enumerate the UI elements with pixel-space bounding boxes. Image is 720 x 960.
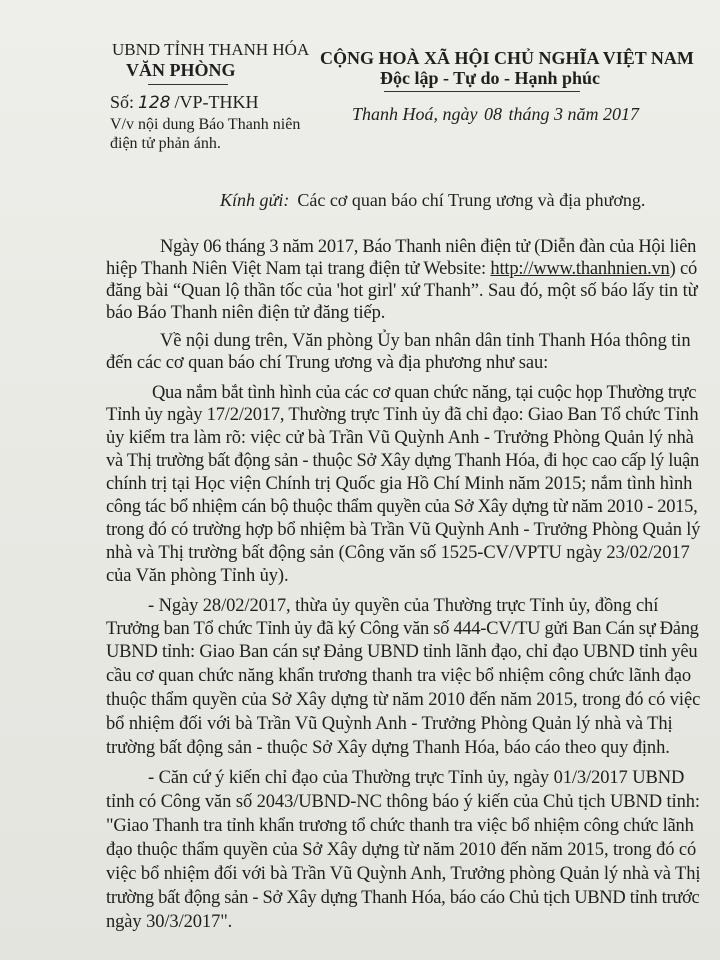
document-number [110, 92, 258, 113]
p5-line-2: tỉnh có Công văn số 2043/UBND-NC thông báo ý kiến của Chủ tịch UBND tỉnh: [106, 792, 700, 812]
issuing-office: VĂN PHÒNG [126, 60, 236, 80]
doc-number-prefix: Số: [110, 92, 135, 112]
p3-line-8: nhà và Thị trường bất động sản (Công văn số 1525-CV/VPTU ngày 23/02/2017 [106, 543, 690, 563]
p5-line-5: việc bổ nhiệm đối với bà Trần Vũ Quỳnh Anh, Trưởng phòng Quản lý nhà và Thị [106, 864, 701, 884]
p4-line-5: thuộc thẩm quyền của Sở Xây dựng từ năm 2010 đến năm 2015, trong đó có việc [106, 690, 701, 710]
p1-line-2-text: hiệp Thanh Niên Việt Nam tại trang điện tử Website: [106, 259, 491, 279]
p3-line-6: công tác bổ nhiệm cán bộ thuộc thẩm quyền của Sở Xây dựng từ năm 2010 - 2015, [106, 497, 698, 517]
subject-line-1: V/v nội dung Báo Thanh niên [110, 116, 301, 133]
p4-line-4: cầu cơ quan chức năng khẩn trương thanh tra việc bổ nhiệm công chức lãnh đạo [106, 666, 692, 686]
addressee-label: Kính gửi: [220, 190, 290, 210]
doc-number-suffix: /VP-THKH [174, 92, 259, 112]
p3-line-4: và Thị trường bất động sản - thuộc Sở Xây dựng Thanh Hóa, đi học cao cấp lý luận [106, 451, 699, 471]
doc-number-handwritten: 128 [138, 93, 171, 113]
national-motto: Độc lập - Tự do - Hạnh phúc [380, 68, 601, 88]
p3-line-5: chính trị tại Học viện Chính trị Quốc gia Hồ Chí Minh năm 2015; nắm tình hình [106, 474, 693, 494]
p4-line-3: UBND tỉnh: Giao Ban cán sự Đảng UBND tỉnh lãnh đạo, chỉ đạo UBND tỉnh yêu [106, 642, 698, 662]
p3-line-7: trong đó có trường hợp bổ nhiệm bà Trần Vũ Quỳnh Anh - Trưởng Phòng Quản lý [106, 520, 701, 540]
p4-line-2: Trưởng ban Tổ chức Tỉnh ủy đã ký Công văn số 444-CV/TU gửi Ban Cán sự Đảng [106, 619, 699, 639]
issuing-org: UBND TỈNH THANH HÓA [112, 40, 310, 59]
place-date-prefix: Thanh Hoá, ngày [352, 104, 478, 124]
national-title: CỘNG HOÀ XÃ HỘI CHỦ NGHĨA VIỆT NAM [320, 48, 694, 68]
place-date [352, 104, 639, 125]
p4-line-7: trường bất động sản - thuộc Sở Xây dựng Thanh Hóa, báo cáo theo quy định. [106, 738, 670, 758]
place-date-suffix: tháng 3 năm 2017 [508, 104, 639, 124]
addressee-text: Các cơ quan báo chí Trung ương và địa phương. [297, 190, 646, 210]
place-date-day: 08 [484, 104, 502, 124]
addressee [220, 190, 645, 211]
p3-line-1: Qua nắm bắt tình hình của các cơ quan chức năng, tại cuộc họp Thường trực [152, 383, 697, 403]
p5-line-7: ngày 30/3/2017". [106, 912, 233, 932]
p1-line-2 [106, 259, 697, 280]
website-link[interactable]: http://www.thanhnien.vn [490, 259, 670, 279]
p4-line-6: bổ nhiệm đối với bà Trần Vũ Quỳnh Anh - Trưởng Phòng Quản lý nhà và Thị [106, 714, 673, 734]
p5-line-4: đạo thuộc thẩm quyền của Sở Xây dựng từ năm 2010 đến năm 2015, trong đó có [106, 840, 697, 860]
p4-line-1: - Ngày 28/02/2017, thừa ủy quyền của Thường trực Tỉnh ủy, đồng chí [148, 596, 659, 616]
p1-line-4: báo Báo Thanh niên điện tử đăng tiếp. [106, 303, 386, 323]
p5-line-3: "Giao Thanh tra tỉnh khẩn trương tổ chức thanh tra việc bổ nhiệm công chức lãnh [106, 816, 694, 836]
p1-line-3: đăng bài “Quan lộ thần tốc của 'hot girl' xứ Thanh”. Sau đó, một số báo lấy tin từ [106, 281, 698, 301]
motto-underline [384, 91, 580, 92]
office-underline [148, 84, 228, 85]
p1-line-1: Ngày 06 tháng 3 năm 2017, Báo Thanh niên điện tử (Diễn đàn của Hội liên [160, 237, 697, 257]
p3-line-3: ủy kiểm tra làm rõ: việc cử bà Trần Vũ Quỳnh Anh - Trưởng Phòng Quản lý nhà [106, 428, 694, 448]
subject-line-2: điện tử phản ánh. [110, 135, 221, 152]
p1-line-2-end: ) có [669, 259, 698, 279]
p3-line-9: của Văn phòng Tỉnh ủy). [106, 566, 289, 586]
p5-line-6: trường bất động sản - Sở Xây dựng Thanh Hóa, báo cáo Chủ tịch UBND tỉnh trước [106, 888, 700, 908]
p3-line-2: Tỉnh ủy ngày 17/2/2017, Thường trực Tỉnh ủy đã chỉ đạo: Giao Ban Tổ chức Tỉnh [106, 405, 699, 425]
p2-line-2: đến các cơ quan báo chí Trung ương và địa phương như sau: [106, 353, 549, 373]
p2-line-1: Về nội dung trên, Văn phòng Ủy ban nhân dân tỉnh Thanh Hóa thông tin [160, 331, 691, 351]
p5-line-1: - Căn cứ ý kiến chỉ đạo của Thường trực Tỉnh ủy, ngày 01/3/2017 UBND [148, 768, 685, 788]
